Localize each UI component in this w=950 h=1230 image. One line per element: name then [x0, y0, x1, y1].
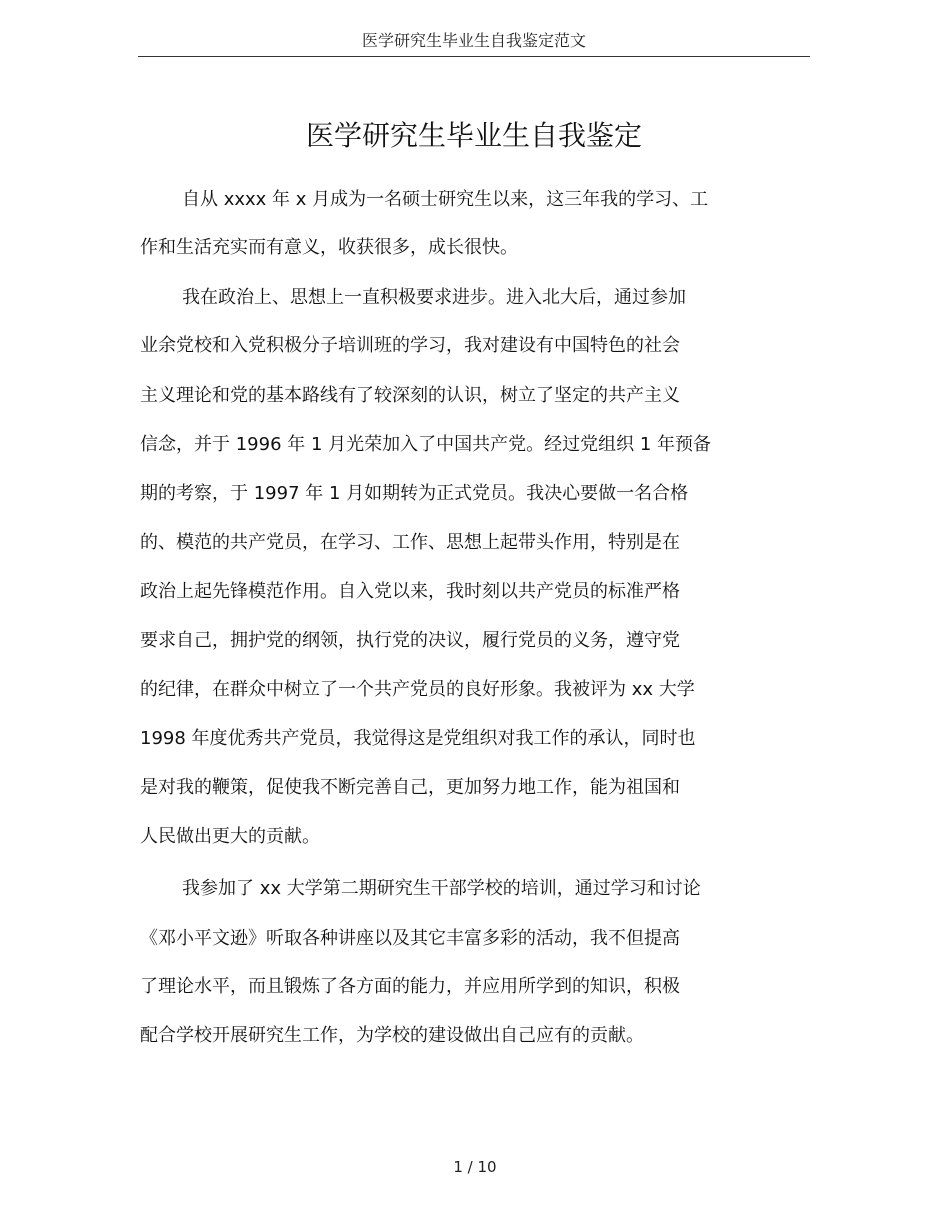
document-title: 医学研究生毕业生自我鉴定 — [305, 119, 642, 152]
body-line: 我参加了 xx 大学第二期研究生干部学校的培训，通过学习和讨论 — [182, 878, 701, 899]
body-line: 的纪律，在群众中树立了一个共产党员的良好形象。我被评为 xx 大学 — [140, 679, 695, 700]
body-line: 配合学校开展研究生工作，为学校的建设做出自己应有的贡献。 — [140, 1025, 644, 1046]
body-line: 自从 xxxx 年 x 月成为一名硕士研究生以来，这三年我的学习、工 — [182, 189, 709, 210]
page-number: 1 / 10 — [453, 1158, 497, 1176]
body-line: 信念，并于 1996 年 1 月光荣加入了中国共产党。经过党组织 1 年预备 — [140, 434, 712, 455]
body-line: 是对我的鞭策，促使我不断完善自己，更加努力地工作，能为祖国和 — [140, 777, 680, 798]
body-line: 了理论水平，而且锻炼了各方面的能力，并应用所学到的知识，积极 — [140, 976, 680, 997]
body-line: 要求自己，拥护党的纲领，执行党的决议，履行党员的义务，遵守党 — [140, 630, 680, 651]
body-line: 的、模范的共产党员，在学习、工作、思想上起带头作用，特别是在 — [140, 532, 680, 553]
header-rule — [138, 56, 810, 57]
body-line: 1998 年度优秀共产党员，我觉得这是党组织对我工作的承认，同时也 — [140, 728, 696, 749]
body-line: 政治上起先锋模范作用。自入党以来，我时刻以共产党员的标准严格 — [140, 581, 680, 602]
body-line: 期的考察，于 1997 年 1 月如期转为正式党员。我决心要做一名合格 — [140, 483, 689, 504]
body-line: 我在政治上、思想上一直积极要求进步。进入北大后，通过参加 — [182, 287, 686, 308]
body-line: 作和生活充实而有意义，收获很多，成长很快。 — [140, 237, 518, 258]
running-header: 医学研究生毕业生自我鉴定范文 — [361, 31, 586, 50]
body-line: 人民做出更大的贡献。 — [140, 826, 320, 847]
body-line: 主义理论和党的基本路线有了较深刻的认识，树立了坚定的共产主义 — [140, 385, 680, 406]
body-line: 业余党校和入党积极分子培训班的学习，我对建设有中国特色的社会 — [140, 335, 680, 356]
body-line: 《邓小平文逊》听取各种讲座以及其它丰富多彩的活动，我不但提高 — [140, 928, 680, 949]
